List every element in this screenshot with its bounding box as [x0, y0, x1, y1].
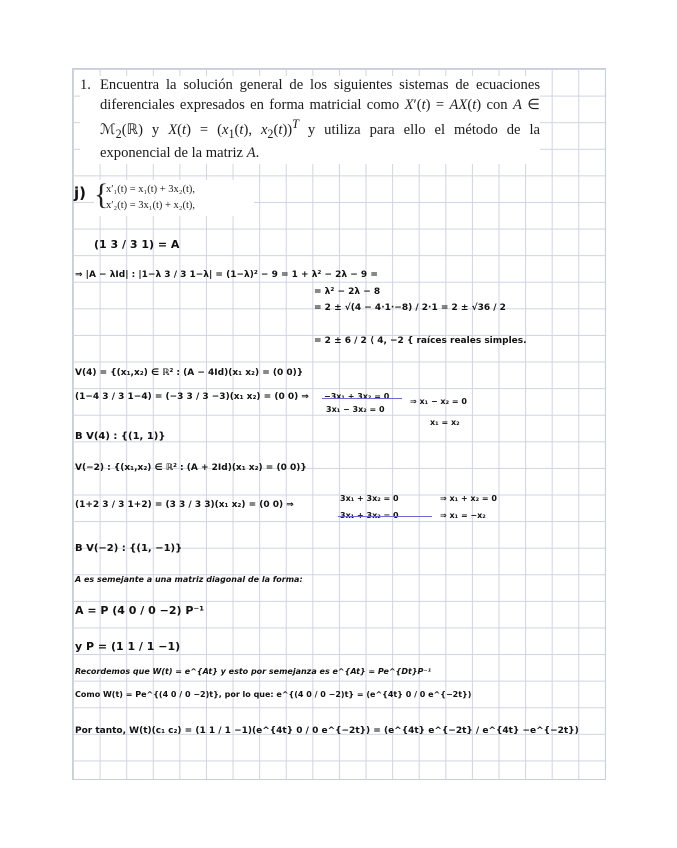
eigenspace-minus2-equation: 3x₁ + 3x₂ = 0	[340, 494, 399, 503]
eigenspace-minus2-basis: B V(−2) : {(1, −1)}	[75, 543, 183, 554]
problem-statement	[80, 76, 540, 164]
strikethrough-line	[338, 516, 432, 517]
system-brace: {	[94, 178, 109, 211]
exercise-label: j)	[74, 184, 86, 202]
eigenspace-4-system: (1−4 3 / 3 1−4) = (−3 3 / 3 −3)(x₁ x₂) = (0 0) ⇒	[75, 392, 309, 402]
eigenspace-4-definition: V(4) = {(x₁,x₂) ∈ ℝ² : (A − 4Id)(x₁ x₂) = (0 0)}	[75, 368, 304, 378]
eigenspace-4-basis: B V(4) : {(1, 1)}	[75, 431, 166, 442]
recall-statement: Recordemos que W(t) = e^{At} y esto por semejanza es e^{At} = Pe^{Dt}P⁻¹	[75, 667, 432, 676]
equation-2: x′₂(t) = 3x₁(t) + x₂(t),	[106, 200, 195, 211]
strikethrough-line	[322, 398, 402, 399]
eigenspace-minus2-definition: V(−2) : {(x₁,x₂) ∈ ℝ² : (A + 2Id)(x₁ x₂) = (0 0)}	[75, 463, 307, 473]
eigenspace-4-equation: 3x₁ − 3x₂ = 0	[326, 405, 385, 414]
matrix-a: (1 3 / 3 1) = A	[94, 238, 180, 251]
exponential-computation: Como W(t) = Pe^{(4 0 / 0 −2)t}, por lo que: e^{(4 0 / 0 −2)t} = (e^{4t} 0 / 0 e^{−2t})	[75, 690, 472, 699]
diagonalization-formula: A = P (4 0 / 0 −2) P⁻¹	[75, 604, 205, 617]
eigenspace-minus2-struck-equation: 3x₁ + 3x₂ = 0	[340, 511, 399, 520]
eigenspace-4-result-2: x₁ = x₂	[430, 418, 460, 427]
characteristic-polynomial: ⇒ |A − λId| : |1−λ 3 / 3 1−λ| = (1−λ)² − 9 = 1 + λ² − 2λ − 9 =	[75, 270, 378, 280]
matrix-p: y P = (1 1 / 1 −1)	[75, 640, 181, 653]
eigenspace-minus2-result: ⇒ x₁ + x₂ = 0	[440, 494, 497, 503]
eigenspace-4-struck-equation: −3x₁ + 3x₂ = 0	[324, 392, 390, 401]
eigenspace-4-result: ⇒ x₁ − x₂ = 0	[410, 397, 467, 406]
characteristic-polynomial-simplified: = λ² − 2λ − 8	[314, 287, 381, 297]
quadratic-formula: = 2 ± √(4 − 4·1·−8) / 2·1 = 2 ± √36 / 2	[314, 303, 506, 313]
problem-text: Encuentra la solución general de los siguientes sistemas de ecuaciones diferenciales expresados en forma matricial como X′(t) = AX(t) con A ∈ ℳ$_2$(ℝ) y $X(t) = (x_1(t)$, $x_2(t))^T$ y utiliza para ello el método de la exponencial de la matriz A.	[100, 77, 541, 162]
similarity-statement: A es semejante a una matriz diagonal de la forma:	[75, 575, 303, 584]
eigenvalue-roots: = 2 ± 6 / 2 ⟨ 4, −2 { raíces reales simples.	[314, 336, 527, 346]
equation-system	[94, 180, 254, 216]
problem-number: 1.	[80, 77, 91, 93]
equation-1: x′₁(t) = x₁(t) + 3x₂(t),	[106, 184, 195, 195]
eigenspace-minus2-system: (1+2 3 / 3 1+2) = (3 3 / 3 3)(x₁ x₂) = (0 0) ⇒	[75, 500, 294, 510]
eigenspace-minus2-result-2: ⇒ x₁ = −x₂	[440, 511, 486, 520]
final-solution: Por tanto, W(t)(c₁ c₂) = (1 1 / 1 −1)(e^{4t} 0 / 0 e^{−2t}) = (e^{4t} e^{−2t} / e^{4t} −e^{−2t})	[75, 726, 579, 736]
